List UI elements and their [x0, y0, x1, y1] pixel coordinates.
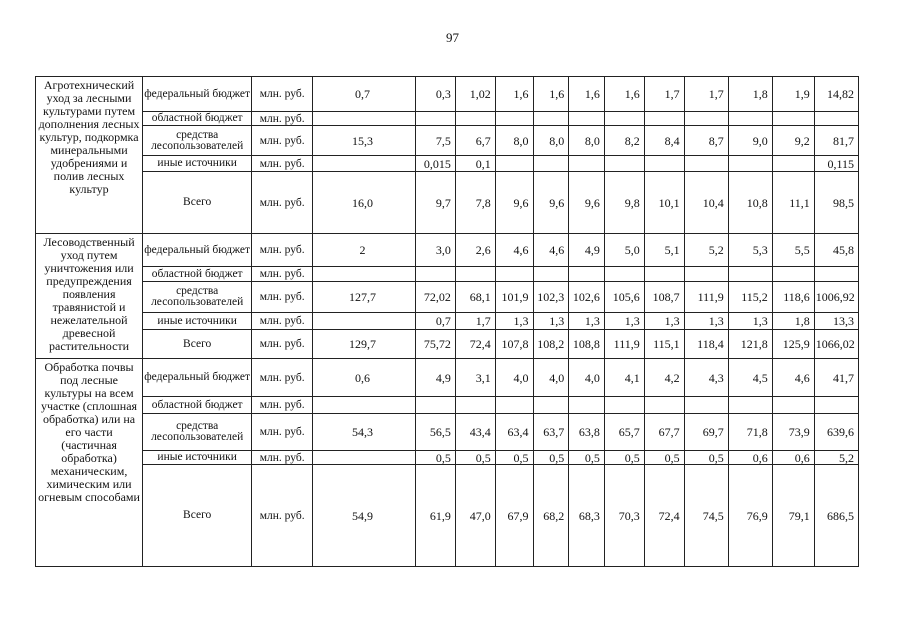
value-cell — [455, 267, 495, 282]
activity-name: Агротехнический уход за лесными культурами путем дополнения лесных культур, подкормка минеральными удобрениями и полив лесных культур — [36, 77, 143, 234]
unit-cell: млн. руб. — [252, 282, 313, 313]
funding-source: федеральный бюджет — [143, 234, 252, 267]
value-cell: 1,7 — [684, 77, 728, 112]
value-cell: 4,3 — [684, 359, 728, 397]
value-cell — [604, 397, 644, 414]
value-cell: 125,9 — [772, 330, 814, 359]
value-cell: 69,7 — [684, 414, 728, 451]
value-cell: 0,5 — [533, 451, 569, 465]
table-row — [36, 267, 859, 282]
funding-source: средства лесопользователей — [143, 126, 252, 156]
value-cell: 9,6 — [533, 172, 569, 234]
value-cell: 74,5 — [684, 465, 728, 567]
unit-cell: млн. руб. — [252, 451, 313, 465]
value-cell: 4,0 — [569, 359, 605, 397]
total-value-cell: 639,6 — [814, 414, 858, 451]
value-cell: 7,8 — [455, 172, 495, 234]
value-cell: 65,7 — [604, 414, 644, 451]
value-cell: 127,7 — [313, 282, 416, 313]
value-cell: 1,3 — [569, 313, 605, 330]
total-value-cell: 45,8 — [814, 234, 858, 267]
value-cell: 7,5 — [415, 126, 455, 156]
value-cell: 105,6 — [604, 282, 644, 313]
value-cell: 0,5 — [604, 451, 644, 465]
value-cell — [569, 156, 605, 172]
value-cell: 8,0 — [533, 126, 569, 156]
value-cell: 4,0 — [495, 359, 533, 397]
value-cell: 9,2 — [772, 126, 814, 156]
value-cell: 9,6 — [569, 172, 605, 234]
value-cell: 9,0 — [728, 126, 772, 156]
value-cell — [313, 451, 416, 465]
value-cell: 54,9 — [313, 465, 416, 567]
value-cell: 67,9 — [495, 465, 533, 567]
table-row — [36, 359, 859, 397]
table-row — [36, 330, 859, 359]
value-cell — [684, 267, 728, 282]
value-cell: 4,2 — [644, 359, 684, 397]
value-cell: 0,1 — [455, 156, 495, 172]
value-cell: 101,9 — [495, 282, 533, 313]
total-value-cell: 1066,02 — [814, 330, 858, 359]
value-cell: 102,6 — [569, 282, 605, 313]
value-cell: 5,5 — [772, 234, 814, 267]
funding-source: иные источники — [143, 451, 252, 465]
total-value-cell: 41,7 — [814, 359, 858, 397]
value-cell: 129,7 — [313, 330, 416, 359]
value-cell: 72,4 — [644, 465, 684, 567]
value-cell — [604, 112, 644, 126]
value-cell: 15,3 — [313, 126, 416, 156]
value-cell: 115,1 — [644, 330, 684, 359]
value-cell: 1,3 — [533, 313, 569, 330]
value-cell — [569, 397, 605, 414]
value-cell — [495, 156, 533, 172]
value-cell: 1,3 — [604, 313, 644, 330]
value-cell: 0,3 — [415, 77, 455, 112]
value-cell: 8,0 — [495, 126, 533, 156]
value-cell: 5,1 — [644, 234, 684, 267]
value-cell: 0,015 — [415, 156, 455, 172]
value-cell — [604, 267, 644, 282]
value-cell: 10,1 — [644, 172, 684, 234]
value-cell — [533, 267, 569, 282]
value-cell: 1,6 — [533, 77, 569, 112]
unit-cell: млн. руб. — [252, 267, 313, 282]
value-cell: 5,2 — [684, 234, 728, 267]
table-row — [36, 282, 859, 313]
value-cell — [684, 156, 728, 172]
value-cell — [728, 112, 772, 126]
unit-cell: млн. руб. — [252, 397, 313, 414]
value-cell: 107,8 — [495, 330, 533, 359]
table-row — [36, 77, 859, 112]
value-cell — [644, 156, 684, 172]
funding-source: иные источники — [143, 313, 252, 330]
value-cell — [604, 156, 644, 172]
unit-cell: млн. руб. — [252, 126, 313, 156]
value-cell — [772, 112, 814, 126]
value-cell: 108,7 — [644, 282, 684, 313]
value-cell: 4,5 — [728, 359, 772, 397]
table-row — [36, 172, 859, 234]
value-cell: 1,3 — [495, 313, 533, 330]
total-value-cell — [814, 267, 858, 282]
unit-cell: млн. руб. — [252, 414, 313, 451]
value-cell: 68,1 — [455, 282, 495, 313]
value-cell: 121,8 — [728, 330, 772, 359]
value-cell: 8,0 — [569, 126, 605, 156]
value-cell — [644, 112, 684, 126]
value-cell: 9,6 — [495, 172, 533, 234]
activity-name: Лесоводственный уход путем уничтожения или предупреждения появления травянистой и нежелательной древесной растительности — [36, 234, 143, 359]
value-cell: 63,4 — [495, 414, 533, 451]
value-cell: 0,7 — [313, 77, 416, 112]
value-cell: 111,9 — [684, 282, 728, 313]
value-cell — [533, 112, 569, 126]
value-cell: 1,6 — [569, 77, 605, 112]
value-cell: 1,3 — [684, 313, 728, 330]
value-cell — [313, 112, 416, 126]
value-cell — [569, 112, 605, 126]
value-cell: 10,8 — [728, 172, 772, 234]
value-cell: 76,9 — [728, 465, 772, 567]
value-cell: 72,4 — [455, 330, 495, 359]
value-cell: 6,7 — [455, 126, 495, 156]
value-cell: 75,72 — [415, 330, 455, 359]
unit-cell: млн. руб. — [252, 112, 313, 126]
value-cell: 0,6 — [772, 451, 814, 465]
value-cell: 73,9 — [772, 414, 814, 451]
value-cell: 10,4 — [684, 172, 728, 234]
value-cell: 2,6 — [455, 234, 495, 267]
total-value-cell: 5,2 — [814, 451, 858, 465]
value-cell: 47,0 — [455, 465, 495, 567]
value-cell: 118,4 — [684, 330, 728, 359]
value-cell — [415, 267, 455, 282]
value-cell — [772, 156, 814, 172]
value-cell — [533, 156, 569, 172]
value-cell — [684, 112, 728, 126]
value-cell: 4,9 — [569, 234, 605, 267]
unit-cell: млн. руб. — [252, 330, 313, 359]
value-cell — [533, 397, 569, 414]
value-cell — [415, 397, 455, 414]
value-cell: 16,0 — [313, 172, 416, 234]
value-cell — [313, 156, 416, 172]
value-cell: 4,1 — [604, 359, 644, 397]
total-value-cell: 0,115 — [814, 156, 858, 172]
value-cell: 1,6 — [495, 77, 533, 112]
value-cell: 1,02 — [455, 77, 495, 112]
value-cell: 3,0 — [415, 234, 455, 267]
funding-source: иные источники — [143, 156, 252, 172]
total-value-cell: 13,3 — [814, 313, 858, 330]
total-value-cell: 1006,92 — [814, 282, 858, 313]
value-cell: 43,4 — [455, 414, 495, 451]
value-cell: 68,3 — [569, 465, 605, 567]
funding-source: федеральный бюджет — [143, 359, 252, 397]
unit-cell: млн. руб. — [252, 359, 313, 397]
value-cell: 4,6 — [772, 359, 814, 397]
table-body — [36, 77, 859, 567]
value-cell: 3,1 — [455, 359, 495, 397]
value-cell: 61,9 — [415, 465, 455, 567]
value-cell: 1,9 — [772, 77, 814, 112]
value-cell: 108,8 — [569, 330, 605, 359]
table-row — [36, 234, 859, 267]
unit-cell: млн. руб. — [252, 156, 313, 172]
table-row — [36, 397, 859, 414]
unit-cell: млн. руб. — [252, 465, 313, 567]
value-cell: 79,1 — [772, 465, 814, 567]
value-cell — [644, 397, 684, 414]
value-cell: 5,0 — [604, 234, 644, 267]
value-cell — [313, 397, 416, 414]
value-cell: 54,3 — [313, 414, 416, 451]
total-value-cell: 14,82 — [814, 77, 858, 112]
value-cell: 4,0 — [533, 359, 569, 397]
value-cell: 1,7 — [455, 313, 495, 330]
value-cell — [455, 112, 495, 126]
total-value-cell: 81,7 — [814, 126, 858, 156]
value-cell — [728, 156, 772, 172]
value-cell: 71,8 — [728, 414, 772, 451]
value-cell: 108,2 — [533, 330, 569, 359]
value-cell: 0,5 — [644, 451, 684, 465]
funding-source: областной бюджет — [143, 267, 252, 282]
unit-cell: млн. руб. — [252, 172, 313, 234]
value-cell: 1,7 — [644, 77, 684, 112]
value-cell: 0,5 — [569, 451, 605, 465]
value-cell: 0,6 — [313, 359, 416, 397]
funding-source: областной бюджет — [143, 112, 252, 126]
value-cell: 63,8 — [569, 414, 605, 451]
total-value-cell: 98,5 — [814, 172, 858, 234]
total-value-cell — [814, 112, 858, 126]
value-cell: 70,3 — [604, 465, 644, 567]
value-cell: 4,6 — [533, 234, 569, 267]
value-cell — [772, 267, 814, 282]
value-cell: 0,5 — [684, 451, 728, 465]
value-cell — [772, 397, 814, 414]
value-cell — [728, 267, 772, 282]
funding-source: федеральный бюджет — [143, 77, 252, 112]
value-cell: 102,3 — [533, 282, 569, 313]
value-cell: 68,2 — [533, 465, 569, 567]
value-cell: 11,1 — [772, 172, 814, 234]
value-cell: 1,3 — [644, 313, 684, 330]
value-cell: 1,6 — [604, 77, 644, 112]
table-row — [36, 313, 859, 330]
value-cell: 56,5 — [415, 414, 455, 451]
table-row — [36, 414, 859, 451]
funding-source: Всего — [143, 465, 252, 567]
unit-cell: млн. руб. — [252, 77, 313, 112]
value-cell — [415, 112, 455, 126]
value-cell: 111,9 — [604, 330, 644, 359]
value-cell: 67,7 — [644, 414, 684, 451]
value-cell — [495, 267, 533, 282]
value-cell: 9,7 — [415, 172, 455, 234]
budget-table — [35, 76, 859, 567]
value-cell — [728, 397, 772, 414]
table-row — [36, 112, 859, 126]
value-cell — [313, 313, 416, 330]
funding-source: областной бюджет — [143, 397, 252, 414]
value-cell: 1,8 — [728, 77, 772, 112]
total-value-cell: 686,5 — [814, 465, 858, 567]
value-cell: 8,7 — [684, 126, 728, 156]
value-cell: 0,5 — [455, 451, 495, 465]
value-cell — [644, 267, 684, 282]
unit-cell: млн. руб. — [252, 313, 313, 330]
value-cell — [684, 397, 728, 414]
value-cell — [455, 397, 495, 414]
value-cell: 8,4 — [644, 126, 684, 156]
value-cell — [569, 267, 605, 282]
unit-cell: млн. руб. — [252, 234, 313, 267]
funding-source: Всего — [143, 330, 252, 359]
funding-source: средства лесопользователей — [143, 282, 252, 313]
table-row — [36, 451, 859, 465]
table-row — [36, 126, 859, 156]
value-cell: 0,6 — [728, 451, 772, 465]
value-cell: 0,5 — [415, 451, 455, 465]
activity-name: Обработка почвы под лесные культуры на всем участке (сплошная обработка) или на его части (частичная обработка) механическим, химическим или огневым способами — [36, 359, 143, 567]
value-cell: 63,7 — [533, 414, 569, 451]
value-cell: 72,02 — [415, 282, 455, 313]
table-row — [36, 465, 859, 567]
value-cell: 0,7 — [415, 313, 455, 330]
page-number: 97 — [446, 30, 459, 45]
value-cell: 8,2 — [604, 126, 644, 156]
value-cell: 1,3 — [728, 313, 772, 330]
value-cell: 5,3 — [728, 234, 772, 267]
value-cell: 1,8 — [772, 313, 814, 330]
total-value-cell — [814, 397, 858, 414]
value-cell: 0,5 — [495, 451, 533, 465]
value-cell — [495, 397, 533, 414]
funding-source: средства лесопользователей — [143, 414, 252, 451]
value-cell: 4,9 — [415, 359, 455, 397]
value-cell: 4,6 — [495, 234, 533, 267]
value-cell: 9,8 — [604, 172, 644, 234]
value-cell: 115,2 — [728, 282, 772, 313]
funding-source: Всего — [143, 172, 252, 234]
table-row — [36, 156, 859, 172]
value-cell — [313, 267, 416, 282]
value-cell: 2 — [313, 234, 416, 267]
value-cell: 118,6 — [772, 282, 814, 313]
value-cell — [495, 112, 533, 126]
